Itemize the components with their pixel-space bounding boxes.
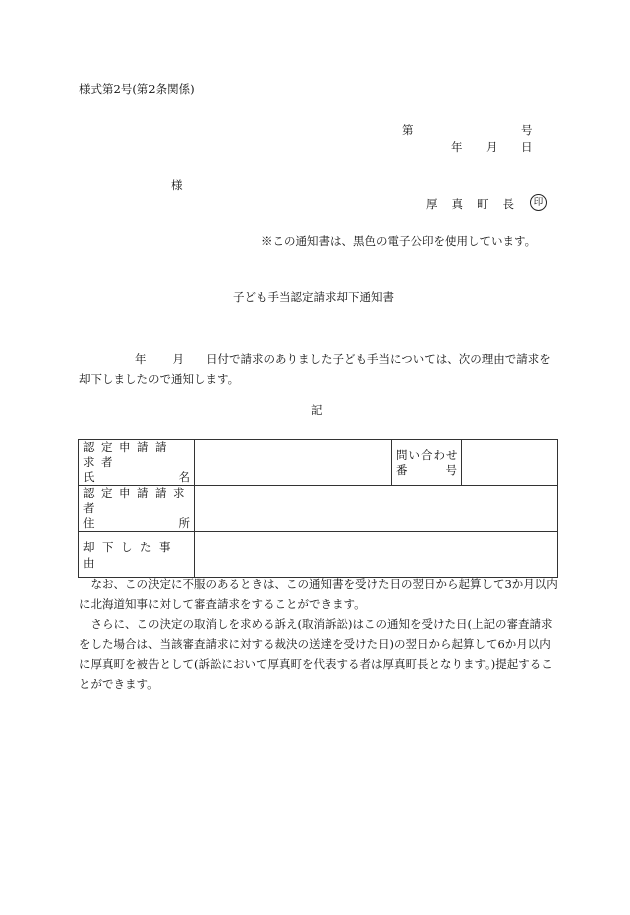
contact-number-value: [462, 440, 558, 486]
remarks-section: [79, 574, 559, 694]
applicant-info-table: [78, 439, 558, 578]
document-title: 子ども手当認定請求却下通知書: [233, 290, 394, 304]
applicant-address-value: [195, 486, 558, 532]
form-number: 様式第2号(第2条関係): [79, 82, 195, 96]
document-number-prefix: 第: [402, 123, 414, 137]
official-seal-icon: 印: [530, 194, 547, 211]
intro-paragraph: [79, 349, 557, 389]
remarks-paragraph-lawsuit: さらに、この決定の取消しを求める訴え(取消訴訟)はこの通知を受けた日(上記の審査請求をした場合は、当該審査請求に対する裁決の送達を受けた日)の翌日から起算して6か月以内に厚真町を被告として(訴訟において厚真町を代表する者は厚真町長となります。)提起することができます。: [79, 617, 553, 691]
applicant-name-label: [79, 440, 195, 486]
document-number-suffix: 号: [521, 123, 533, 137]
intro-year: 年: [135, 352, 147, 366]
applicant-address-label: [79, 486, 195, 532]
table-row: [79, 440, 558, 486]
rejection-reason-label: 却下した事由: [79, 532, 195, 578]
date-month: 月: [486, 140, 498, 154]
electronic-seal-note: ※この通知書は、黒色の電子公印を使用しています。: [261, 234, 537, 248]
intro-month: 月: [172, 352, 184, 366]
intro-text: 日付で請求のありました子ども手当については、次の理由で請求を却下しましたので通知します。: [79, 352, 551, 386]
table-row: [79, 486, 558, 532]
applicant-address-label-line2: 住 所: [83, 516, 190, 530]
applicant-address-label-line1: 認定申請請求者: [83, 486, 191, 515]
remarks-paragraph-appeal: なお、この決定に不服のあるときは、この通知書を受けた日の翌日から起算して3か月以内に北海道知事に対して審査請求をすることができます。: [79, 577, 558, 611]
contact-number-label: [392, 440, 462, 486]
applicant-name-value: [195, 440, 392, 486]
contact-label-line1: 問い合わせ: [396, 447, 459, 462]
applicant-name-label-line1: 認定申請請求者: [83, 440, 173, 469]
applicant-name-label-line2: 氏 名: [83, 470, 190, 484]
recipient-honorific: 様: [171, 178, 183, 192]
ki-heading: 記: [311, 403, 323, 417]
rejection-reason-value: [195, 532, 558, 578]
contact-label-line2: 番 号: [396, 462, 457, 477]
sender-title: 厚真町長: [426, 197, 528, 211]
date-day: 日: [521, 140, 533, 154]
table-row: [79, 532, 558, 578]
date-year: 年: [451, 140, 463, 154]
